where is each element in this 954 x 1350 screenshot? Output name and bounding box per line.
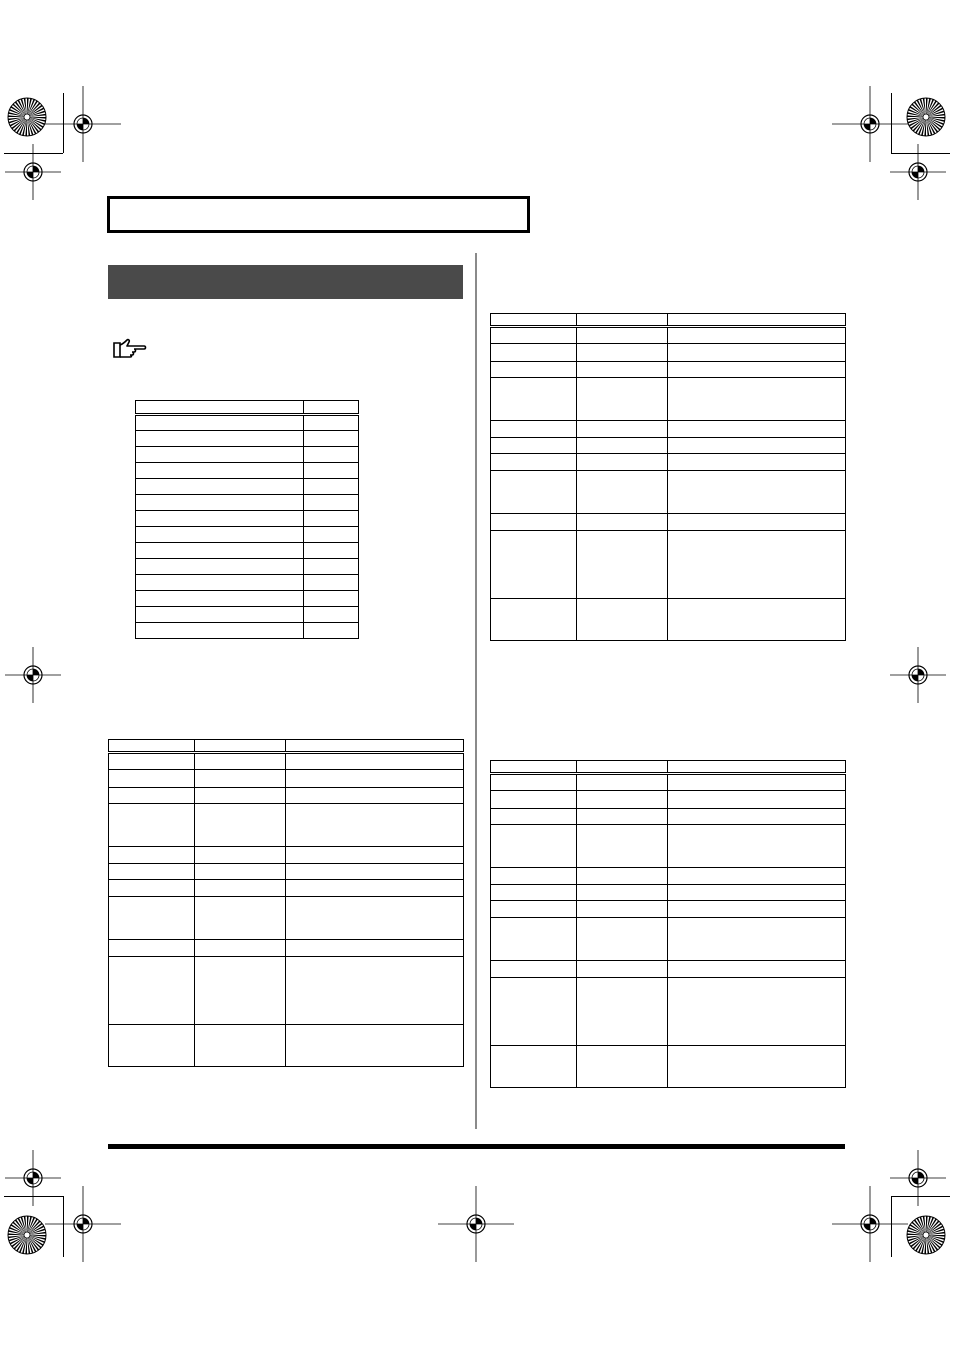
trim-line	[63, 1196, 64, 1257]
table-cell	[577, 868, 668, 885]
table-cell	[668, 438, 846, 454]
crosshair-registration-icon	[4, 646, 62, 704]
crosshair-registration-icon	[437, 1185, 515, 1263]
short-table-header-2	[304, 401, 359, 415]
table-row	[491, 1046, 846, 1088]
table-cell	[668, 327, 846, 344]
table-cell	[491, 791, 577, 809]
table-cell	[304, 575, 359, 591]
table-cell	[136, 543, 304, 559]
table-row	[136, 431, 359, 447]
table-row	[136, 591, 359, 607]
table-cell	[577, 791, 668, 809]
table-row	[491, 809, 846, 825]
table-cell	[304, 431, 359, 447]
table-cell	[577, 1046, 668, 1088]
crosshair-registration-icon	[889, 646, 947, 704]
table-cell	[136, 527, 304, 543]
table-cell	[491, 421, 577, 438]
table-row	[136, 415, 359, 431]
short-table	[135, 400, 359, 639]
table-cell	[109, 753, 195, 770]
trim-line	[4, 153, 63, 154]
table-right-bottom-header-2	[577, 761, 668, 774]
table-cell	[668, 918, 846, 961]
trim-line	[891, 153, 950, 154]
table-cell	[491, 1046, 577, 1088]
table-cell	[304, 479, 359, 495]
table-cell	[286, 880, 464, 897]
table-cell	[491, 774, 577, 791]
table-cell	[577, 961, 668, 978]
table-cell	[109, 804, 195, 847]
table-cell	[195, 804, 286, 847]
table-cell	[109, 880, 195, 897]
table-row	[109, 770, 464, 788]
table-cell	[668, 961, 846, 978]
table-row	[491, 599, 846, 641]
table-cell	[136, 607, 304, 623]
table-row	[109, 788, 464, 804]
table-cell	[286, 788, 464, 804]
table-row	[491, 514, 846, 531]
table-cell	[668, 362, 846, 378]
table-cell	[491, 471, 577, 514]
table-cell	[491, 885, 577, 901]
table-cell	[286, 847, 464, 864]
table-cell	[109, 788, 195, 804]
table-row	[136, 607, 359, 623]
table-cell	[136, 447, 304, 463]
table-row	[136, 463, 359, 479]
table-cell	[668, 774, 846, 791]
table-cell	[286, 864, 464, 880]
table-row	[491, 378, 846, 421]
table-cell	[668, 471, 846, 514]
table-cell	[491, 978, 577, 1046]
table-row	[491, 774, 846, 791]
table-cell	[491, 378, 577, 421]
table-cell	[577, 471, 668, 514]
table-cell	[491, 454, 577, 471]
table-cell	[304, 559, 359, 575]
table-cell	[286, 804, 464, 847]
table-cell	[304, 543, 359, 559]
table-row	[136, 511, 359, 527]
table-row	[491, 362, 846, 378]
table-row	[109, 940, 464, 957]
table-cell	[136, 463, 304, 479]
table-cell	[195, 864, 286, 880]
table-cell	[109, 864, 195, 880]
table-cell	[304, 527, 359, 543]
table-cell	[136, 623, 304, 639]
table-cell	[491, 901, 577, 918]
table-cell	[577, 825, 668, 868]
table-cell	[304, 511, 359, 527]
table-row	[491, 901, 846, 918]
radial-star-calibration-icon	[6, 1214, 48, 1256]
table-cell	[109, 847, 195, 864]
table-cell	[668, 1046, 846, 1088]
table-cell	[577, 531, 668, 599]
table-cell	[577, 918, 668, 961]
table-left-header-1	[109, 740, 195, 753]
table-row	[491, 791, 846, 809]
table-cell	[577, 378, 668, 421]
table-cell	[491, 599, 577, 641]
table-cell	[304, 463, 359, 479]
table-left-header-3	[286, 740, 464, 753]
table-cell	[668, 514, 846, 531]
table-row	[109, 1025, 464, 1067]
table-cell	[668, 531, 846, 599]
table-cell	[109, 897, 195, 940]
table-cell	[136, 511, 304, 527]
table-cell	[109, 957, 195, 1025]
table-cell	[136, 591, 304, 607]
table-cell	[136, 575, 304, 591]
trim-line	[891, 1196, 950, 1197]
table-cell	[491, 438, 577, 454]
table-cell	[491, 918, 577, 961]
table-cell	[304, 415, 359, 431]
table-cell	[195, 1025, 286, 1067]
table-cell	[491, 514, 577, 531]
table-row	[491, 825, 846, 868]
table-cell	[668, 344, 846, 362]
crosshair-registration-icon	[4, 143, 62, 201]
table-cell	[577, 599, 668, 641]
table-row	[491, 918, 846, 961]
table-cell	[136, 495, 304, 511]
table-left	[108, 739, 464, 1067]
table-row	[109, 897, 464, 940]
table-cell	[195, 957, 286, 1025]
table-cell	[304, 623, 359, 639]
table-cell	[491, 809, 577, 825]
table-row	[136, 575, 359, 591]
table-cell	[286, 897, 464, 940]
table-cell	[491, 531, 577, 599]
table-row	[136, 559, 359, 575]
table-cell	[286, 753, 464, 770]
table-cell	[668, 378, 846, 421]
table-row	[109, 847, 464, 864]
table-right-bottom-header-3	[668, 761, 846, 774]
table-row	[491, 454, 846, 471]
table-cell	[668, 825, 846, 868]
table-cell	[304, 495, 359, 511]
table-cell	[668, 885, 846, 901]
table-cell	[136, 431, 304, 447]
table-cell	[491, 362, 577, 378]
table-cell	[668, 868, 846, 885]
table-cell	[577, 327, 668, 344]
table-cell	[577, 421, 668, 438]
table-row	[491, 868, 846, 885]
table-cell	[668, 978, 846, 1046]
table-cell	[668, 421, 846, 438]
table-right-top-header-1	[491, 314, 577, 327]
table-cell	[195, 880, 286, 897]
table-cell	[491, 868, 577, 885]
table-cell	[136, 479, 304, 495]
table-cell	[109, 1025, 195, 1067]
table-cell	[304, 607, 359, 623]
table-cell	[577, 362, 668, 378]
table-cell	[577, 774, 668, 791]
table-row	[491, 531, 846, 599]
table-cell	[668, 901, 846, 918]
table-row	[136, 527, 359, 543]
radial-star-calibration-icon	[905, 96, 947, 138]
table-cell	[195, 940, 286, 957]
table-row	[109, 864, 464, 880]
table-cell	[577, 438, 668, 454]
table-cell	[491, 961, 577, 978]
table-row	[136, 495, 359, 511]
table-cell	[109, 770, 195, 788]
table-cell	[577, 901, 668, 918]
table-cell	[286, 1025, 464, 1067]
table-row	[491, 885, 846, 901]
table-row	[109, 804, 464, 847]
table-cell	[577, 978, 668, 1046]
table-right-bottom	[490, 760, 846, 1088]
table-cell	[668, 454, 846, 471]
table-row	[136, 479, 359, 495]
table-cell	[577, 454, 668, 471]
table-row	[136, 623, 359, 639]
table-row	[491, 961, 846, 978]
table-cell	[577, 809, 668, 825]
column-divider	[475, 253, 477, 1129]
radial-star-calibration-icon	[905, 1214, 947, 1256]
table-cell	[195, 897, 286, 940]
table-row	[136, 543, 359, 559]
table-row	[109, 957, 464, 1025]
table-row	[491, 344, 846, 362]
table-right-top-header-3	[668, 314, 846, 327]
table-cell	[136, 559, 304, 575]
table-left-header-2	[195, 740, 286, 753]
table-right-top	[490, 313, 846, 641]
table-cell	[286, 957, 464, 1025]
table-row	[491, 438, 846, 454]
table-cell	[304, 591, 359, 607]
table-right-top-header-2	[577, 314, 668, 327]
table-cell	[195, 847, 286, 864]
footer-rule	[108, 1144, 845, 1149]
table-row	[136, 447, 359, 463]
table-cell	[577, 885, 668, 901]
crosshair-registration-icon	[889, 143, 947, 201]
table-cell	[195, 753, 286, 770]
trim-line	[63, 93, 64, 153]
table-right-bottom-header-1	[491, 761, 577, 774]
table-row	[491, 978, 846, 1046]
table-cell	[286, 940, 464, 957]
radial-star-calibration-icon	[6, 96, 48, 138]
table-cell	[668, 599, 846, 641]
table-cell	[304, 447, 359, 463]
table-cell	[668, 809, 846, 825]
pointing-hand-icon	[112, 338, 148, 360]
table-cell	[668, 791, 846, 809]
short-table-header-1	[136, 401, 304, 415]
table-cell	[195, 788, 286, 804]
table-row	[109, 753, 464, 770]
trim-line	[891, 93, 892, 153]
table-row	[109, 880, 464, 897]
table-row	[491, 471, 846, 514]
table-cell	[577, 514, 668, 531]
table-cell	[109, 940, 195, 957]
trim-line	[4, 1196, 63, 1197]
header-title-box	[107, 196, 530, 233]
table-cell	[286, 770, 464, 788]
table-cell	[491, 344, 577, 362]
table-cell	[491, 825, 577, 868]
trim-line	[891, 1196, 892, 1257]
table-cell	[577, 344, 668, 362]
table-cell	[195, 770, 286, 788]
section-banner	[108, 265, 463, 299]
table-cell	[136, 415, 304, 431]
table-row	[491, 327, 846, 344]
table-row	[491, 421, 846, 438]
table-cell	[491, 327, 577, 344]
